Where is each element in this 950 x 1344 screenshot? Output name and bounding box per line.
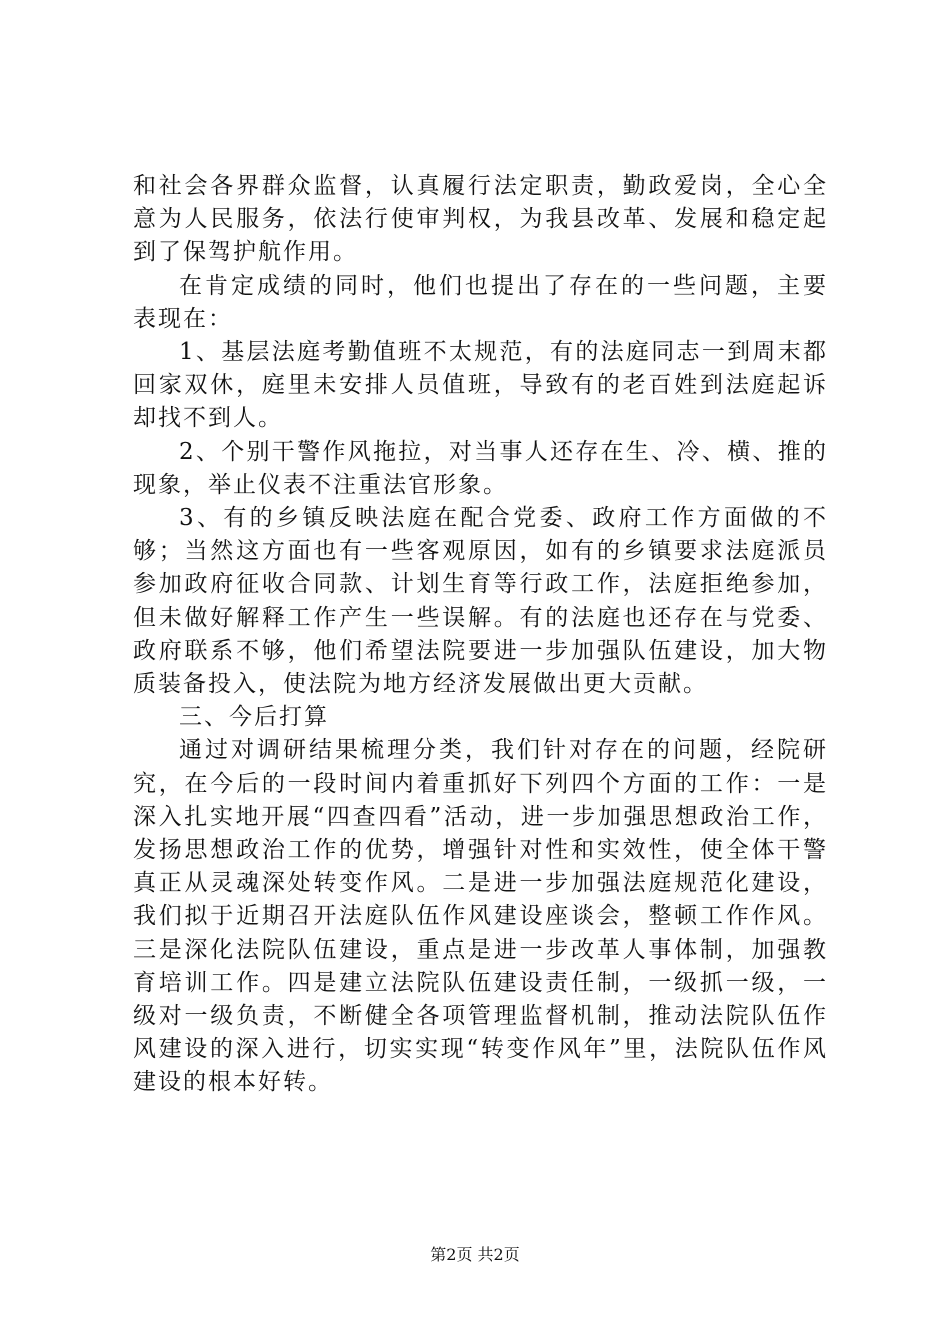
- paragraph-issue-3: 3、有的乡镇反映法庭在配合党委、政府工作方面做的不够；当然这方面也有一些客观原因，如有的乡镇要求法庭派员参加政府征收合同款、计划生育等行政工作，法庭拒绝参加，但未做好解释工作产生一些误解。有的法庭也还存在与党委、政府联系不够，他们希望法院要进一步加强队伍建设，加大物质装备投入，使法院为地方经济发展做出更大贡献。: [133, 505, 828, 698]
- paragraph-issue-1: 1、基层法庭考勤值班不太规范，有的法庭同志一到周末都回家双休，庭里未安排人员值班，导致有的老百姓到法庭起诉却找不到人。: [133, 339, 828, 432]
- paragraph-issue-2: 2、个别干警作风拖拉，对当事人还存在生、冷、横、推的现象，举止仪表不注重法官形象。: [133, 438, 828, 498]
- paragraph-future-plans: 通过对调研结果梳理分类，我们针对存在的问题，经院研究，在今后的一段时间内着重抓好下列四个方面的工作：一是深入扎实地开展“四查四看”活动，进一步加强思想政治工作，发扬思想政治工作的优势，增强针对性和实效性，使全体干警真正从灵魂深处转变作风。二是进一步加强法庭规范化建设，我们拟于近期召开法庭队伍作风建设座谈会，整顿工作作风。三是深化法院队伍建设，重点是进一步改革人事体制，加强教育培训工作。四是建立法院队伍建设责任制，一级抓一级，一级对一级负责，不断健全各项管理监督机制，推动法院队伍作风建设的深入进行，切实实现“转变作风年”里，法院队伍作风建设的根本好转。: [133, 737, 828, 1096]
- paragraph-issues-intro: 在肯定成绩的同时，他们也提出了存在的一些问题，主要表现在：: [133, 272, 828, 332]
- page-number-footer: 第2页 共2页: [430, 1245, 520, 1264]
- section-heading-future-plans: 三、今后打算: [179, 704, 329, 731]
- document-body: [133, 170, 828, 1100]
- paragraph-continuation: 和社会各界群众监督，认真履行法定职责，勤政爱岗，全心全意为人民服务，依法行使审判权，为我县改革、发展和稳定起到了保驾护航作用。: [133, 173, 828, 266]
